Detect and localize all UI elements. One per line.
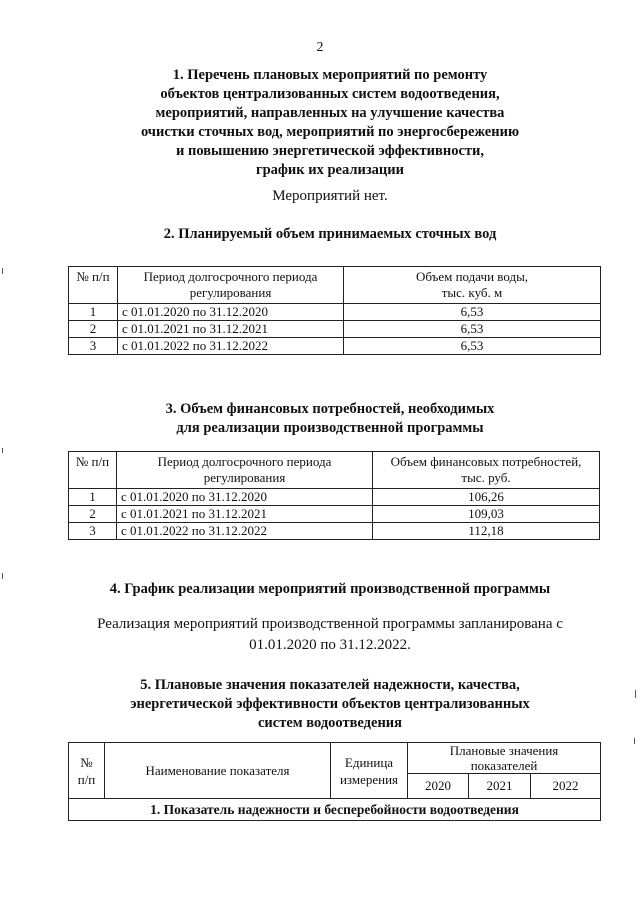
row-value: 6,53 xyxy=(344,304,601,321)
header-year: 2020 xyxy=(408,774,469,799)
row-value: 6,53 xyxy=(344,321,601,338)
table-row xyxy=(69,489,600,506)
header-planned-line1: Плановые значения xyxy=(449,743,559,758)
indicators-table xyxy=(68,742,601,821)
row-num: 2 xyxy=(69,321,118,338)
header-value xyxy=(373,452,600,489)
financial-needs-table xyxy=(68,451,600,540)
header-name: Наименование показателя xyxy=(105,743,331,799)
section3-title xyxy=(60,400,600,438)
header-num: № п/п xyxy=(69,452,117,489)
section4-text-line: 01.01.2020 по 31.12.2022. xyxy=(249,637,411,653)
header-unit-line1: Единица xyxy=(344,754,394,770)
section4-title: 4. График реализации мероприятий производственной программы xyxy=(109,581,551,597)
row-value: 112,18 xyxy=(373,523,600,540)
water-volume-table xyxy=(68,266,601,355)
section1-title-line: и повышению энергетической эффективности, xyxy=(176,143,484,159)
section4-text-line: Реализация мероприятий производственной программы запланирована с xyxy=(97,616,563,632)
row-num: 3 xyxy=(69,523,117,540)
row-num: 1 xyxy=(69,489,117,506)
section1-title-line: объектов централизованных систем водоотведения, xyxy=(160,86,500,102)
table-row xyxy=(69,304,601,321)
table-row xyxy=(69,338,601,355)
header-value-line1: Объем финансовых потребностей, xyxy=(390,454,582,469)
header-planned xyxy=(408,743,601,774)
header-period-line1: Период долгосрочного периода xyxy=(157,454,332,469)
scan-mark xyxy=(634,738,635,744)
table-header-row xyxy=(69,452,600,489)
section2-title: 2. Планируемый объем принимаемых сточных вод xyxy=(163,226,497,242)
header-num: № п/п xyxy=(69,267,118,304)
header-unit xyxy=(331,743,408,799)
section5-title xyxy=(40,676,620,733)
section5-title-line: энергетической эффективности объектов централизованных xyxy=(130,696,530,712)
header-unit-line2: измерения xyxy=(339,771,399,787)
header-value-line2: тыс. куб. м xyxy=(441,285,503,300)
scan-mark xyxy=(635,690,636,698)
header-year: 2021 xyxy=(469,774,531,799)
section1-text: Мероприятий нет. xyxy=(272,188,388,204)
row-period: с 01.01.2020 по 31.12.2020 xyxy=(118,304,344,321)
row-period: с 01.01.2020 по 31.12.2020 xyxy=(117,489,373,506)
table-header-row xyxy=(69,267,601,304)
section1-title-line: очистки сточных вод, мероприятий по энергосбережению xyxy=(140,124,520,140)
row-num: 3 xyxy=(69,338,118,355)
table-header-row xyxy=(69,743,601,774)
scan-mark xyxy=(2,448,3,453)
header-period xyxy=(117,452,373,489)
section3-title-line: для реализации производственной программы xyxy=(176,420,484,436)
table-subheader-row xyxy=(69,799,601,821)
header-num-line1: № xyxy=(80,754,93,770)
section5-title-line: систем водоотведения xyxy=(257,715,403,731)
row-value: 6,53 xyxy=(344,338,601,355)
scan-mark xyxy=(2,268,3,274)
section1-title xyxy=(60,66,600,180)
table-row xyxy=(69,506,600,523)
header-value-line1: Объем подачи воды, xyxy=(415,269,529,284)
header-year: 2022 xyxy=(531,774,601,799)
section1-title-line: мероприятий, направленных на улучшение качества xyxy=(155,105,505,121)
section4-text xyxy=(40,614,620,656)
table-row xyxy=(69,321,601,338)
section1-title-line: 1. Перечень плановых мероприятий по ремонту xyxy=(172,67,488,83)
section3-title-line: 3. Объем финансовых потребностей, необходимых xyxy=(165,401,495,417)
section1-title-line: график их реализации xyxy=(255,162,404,178)
header-period-line2: регулирования xyxy=(189,285,272,300)
row-num: 2 xyxy=(69,506,117,523)
section5-title-line: 5. Плановые значения показателей надежности, качества, xyxy=(140,677,520,693)
row-period: с 01.01.2021 по 31.12.2021 xyxy=(118,321,344,338)
header-num xyxy=(69,743,105,799)
header-value xyxy=(344,267,601,304)
row-value: 106,26 xyxy=(373,489,600,506)
row-period: с 01.01.2022 по 31.12.2022 xyxy=(118,338,344,355)
subheader-reliability: 1. Показатель надежности и бесперебойности водоотведения xyxy=(69,799,601,821)
page-number: 2 xyxy=(316,40,324,55)
header-period xyxy=(118,267,344,304)
row-period: с 01.01.2021 по 31.12.2021 xyxy=(117,506,373,523)
table-row xyxy=(69,523,600,540)
header-period-line2: регулирования xyxy=(203,470,286,485)
scan-mark xyxy=(2,573,3,579)
row-period: с 01.01.2022 по 31.12.2022 xyxy=(117,523,373,540)
header-num-line2: п/п xyxy=(77,771,96,787)
header-planned-line2: показателей xyxy=(470,758,538,773)
row-value: 109,03 xyxy=(373,506,600,523)
row-num: 1 xyxy=(69,304,118,321)
header-value-line2: тыс. руб. xyxy=(461,470,511,485)
header-period-line1: Период долгосрочного периода xyxy=(143,269,318,284)
